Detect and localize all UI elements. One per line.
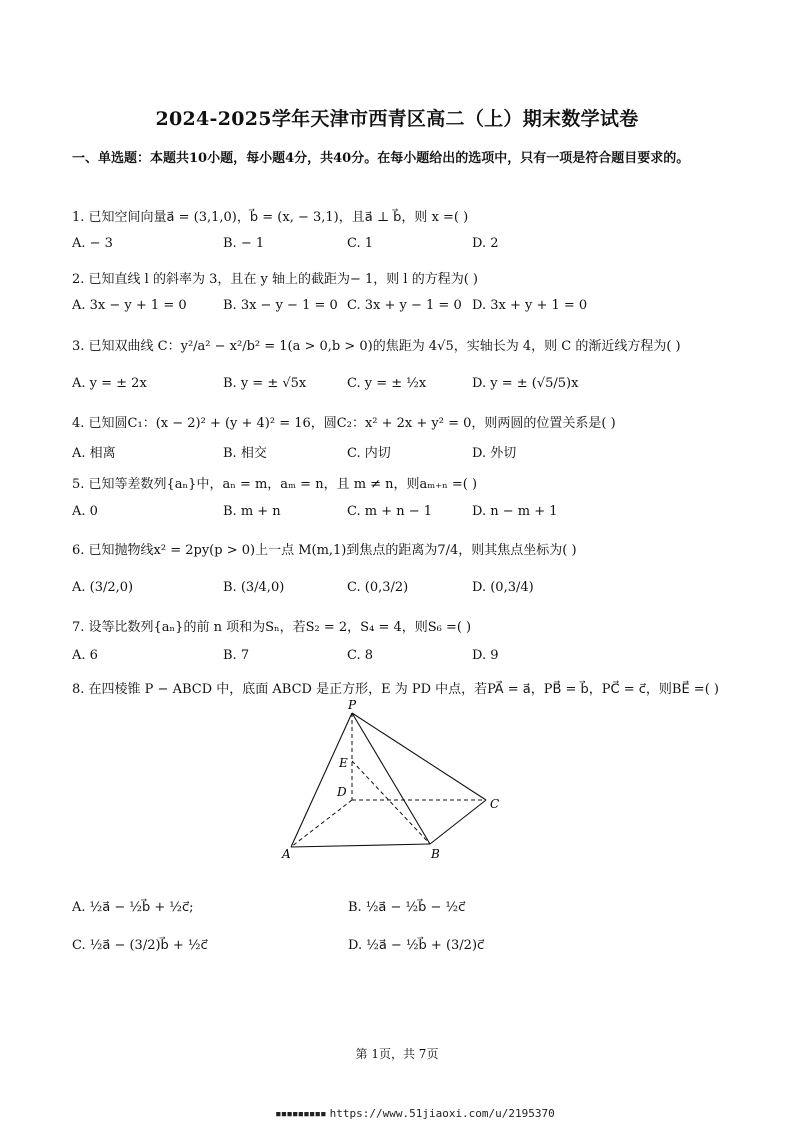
- q1-option-a: A. − 3: [72, 236, 113, 251]
- q1-option-d: D. 2: [472, 236, 499, 251]
- q3-option-b: B. y = ± √5x: [223, 376, 307, 391]
- watermark-dots: ▪▪▪▪▪▪▪▪▪: [275, 1107, 326, 1120]
- question-7-stem: 7. 设等比数列{aₙ}的前 n 项和为Sₙ，若S₂ = 2，S₄ = 4，则S₆ =( ): [72, 620, 472, 635]
- q4-option-c: C. 内切: [347, 446, 391, 461]
- page-title: 2024-2025学年天津市西青区高二（上）期末数学试卷: [155, 108, 639, 130]
- vertex-label-a: A: [282, 847, 291, 861]
- q4-option-d: D. 外切: [472, 446, 517, 461]
- q3-option-c: C. y = ± ½x: [347, 376, 427, 391]
- q7-option-b: B. 7: [223, 648, 250, 663]
- question-6-stem: 6. 已知抛物线x² = 2py(p > 0)上一点 M(m,1)到焦点的距离为7/4，则其焦点坐标为( ): [72, 543, 577, 558]
- segment-be: [352, 761, 430, 844]
- q7-option-a: A. 6: [72, 648, 98, 663]
- q7-option-c: C. 8: [347, 648, 374, 663]
- q8-option-a: A. ½a⃗ − ½b⃗ + ½c⃗;: [72, 900, 194, 915]
- q1-option-b: B. − 1: [223, 236, 265, 251]
- q7-option-d: D. 9: [472, 648, 499, 663]
- watermark: [275, 1107, 555, 1120]
- vertex-label-d: D: [337, 785, 347, 799]
- question-2-stem: 2. 已知直线 l 的斜率为 3，且在 y 轴上的截距为− 1，则 l 的方程为( ): [72, 272, 478, 287]
- edge-da: [291, 800, 352, 847]
- edge-pa: [291, 713, 352, 847]
- q2-option-b: B. 3x − y − 1 = 0: [223, 298, 338, 313]
- q5-option-a: A. 0: [72, 504, 98, 519]
- q1-option-c: C. 1: [347, 236, 374, 251]
- q6-option-b: B. (3/4,0): [223, 580, 285, 595]
- vertex-label-b: B: [431, 847, 440, 861]
- question-5-stem: 5. 已知等差数列{aₙ}中，aₙ = m，aₘ = n，且 m ≠ n，则aₘ₊ₙ =( ): [72, 477, 478, 492]
- q6-option-d: D. (0,3/4): [472, 580, 534, 595]
- vertex-label-e: E: [339, 756, 348, 770]
- q2-option-c: C. 3x + y − 1 = 0: [347, 298, 462, 313]
- q5-option-d: D. n − m + 1: [472, 504, 558, 519]
- q8-option-c: C. ½a⃗ − (3/2)b⃗ + ½c⃗: [72, 938, 208, 953]
- question-8-stem: 8. 在四棱锥 P − ABCD 中，底面 ABCD 是正方形，E 为 PD 中点，若PA⃗ = a⃗，PB⃗ = b⃗，PC⃗ = c⃗，则BE⃗ =( ): [72, 682, 719, 697]
- vertex-label-c: C: [490, 797, 500, 811]
- q8-option-b: B. ½a⃗ − ½b⃗ − ½c⃗: [348, 900, 466, 915]
- section-heading: 一、单选题：本题共10小题，每小题4分，共40分。在每小题给出的选项中，只有一项是符合题目要求的。: [72, 151, 690, 166]
- pyramid-figure: [272, 696, 512, 862]
- q4-option-a: A. 相离: [72, 446, 116, 461]
- edge-pb: [352, 713, 430, 844]
- edge-pc: [352, 713, 486, 800]
- q6-option-a: A. (3/2,0): [72, 580, 134, 595]
- edge-ab: [291, 844, 430, 847]
- q2-option-a: A. 3x − y + 1 = 0: [72, 298, 187, 313]
- q3-option-a: A. y = ± 2x: [72, 376, 147, 391]
- q4-option-b: B. 相交: [223, 446, 267, 461]
- q2-option-d: D. 3x + y + 1 = 0: [472, 298, 588, 313]
- question-1-stem: 1. 已知空间向量a⃗ = (3,1,0)，b⃗ = (x, − 3,1)，且a⃗ ⊥ b⃗，则 x =( ): [72, 210, 469, 225]
- edge-bc: [430, 800, 486, 844]
- question-3-stem: 3. 已知双曲线 C：y²/a² − x²/b² = 1(a > 0,b > 0)的焦距为 4√5，实轴长为 4，则 C 的渐近线方程为( ): [72, 339, 681, 354]
- q6-option-c: C. (0,3/2): [347, 580, 409, 595]
- vertex-label-p: P: [348, 698, 357, 712]
- q5-option-c: C. m + n − 1: [347, 504, 433, 519]
- q5-option-b: B. m + n: [223, 504, 281, 519]
- page-footer: 第 1页，共 7页: [355, 1047, 439, 1061]
- q3-option-d: D. y = ± (√5/5)x: [472, 376, 579, 391]
- question-4-stem: 4. 已知圆C₁：(x − 2)² + (y + 4)² = 16，圆C₂：x² + 2x + y² = 0，则两圆的位置关系是( ): [72, 416, 616, 431]
- q8-option-d: D. ½a⃗ − ½b⃗ + (3/2)c⃗: [348, 938, 485, 953]
- watermark-url[interactable]: https://www.51jiaoxi.com/u/2195370: [329, 1107, 555, 1120]
